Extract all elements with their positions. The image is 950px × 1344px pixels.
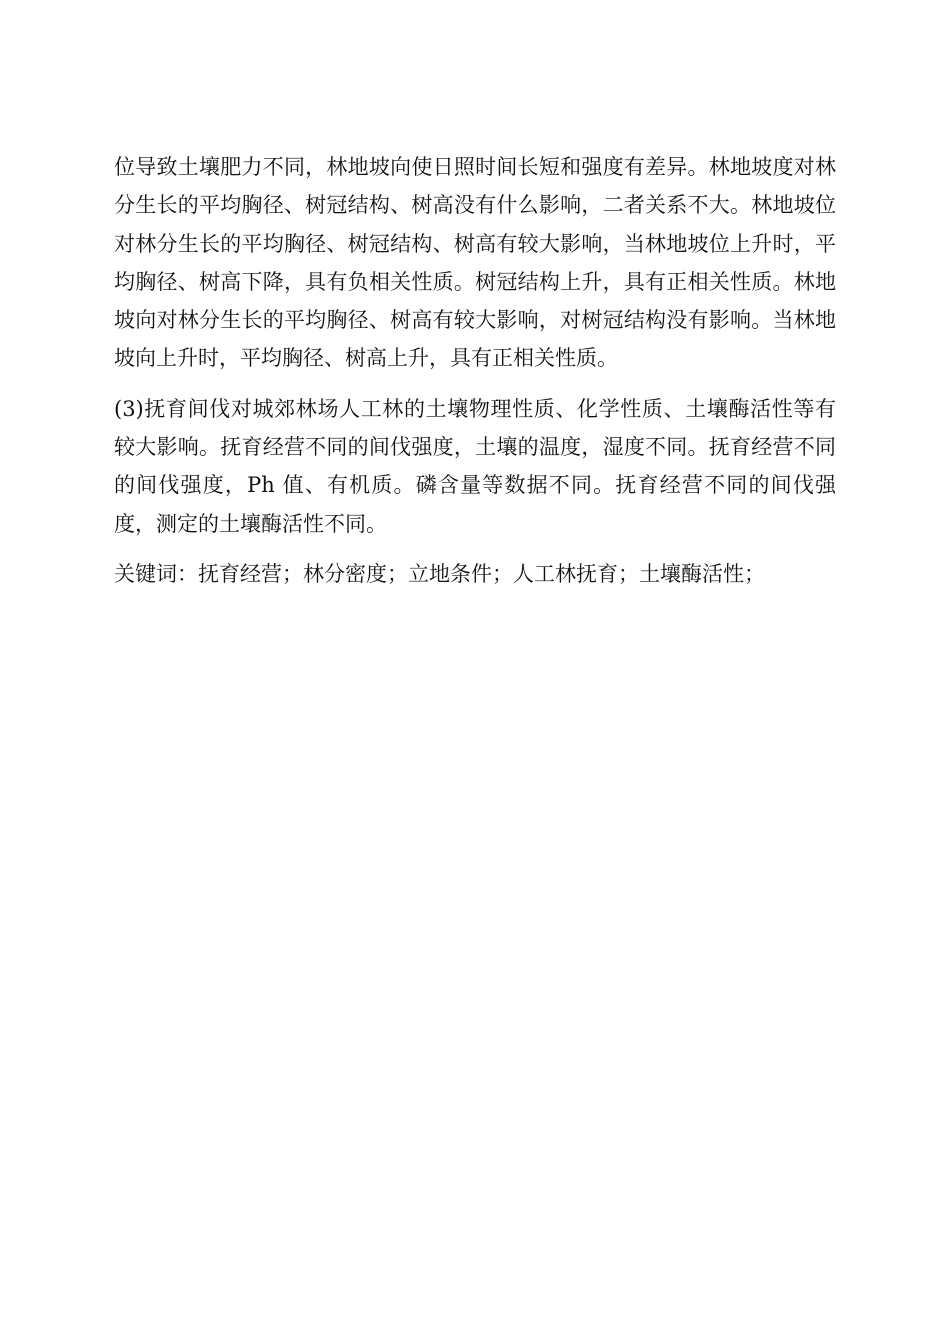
body-paragraph-1: 位导致土壤肥力不同，林地坡向使日照时间长短和强度有差异。林地坡度对林分生长的平均胸径、树冠结构、树高没有什么影响，二者关系不大。林地坡位对林分生长的平均胸径、树冠结构、树高有较大影响，当林地坡位上升时，平均胸径、树高下降，具有负相关性质。树冠结构上升，具有正相关性质。林地坡向对林分生长的平均胸径、树高有较大影响，对树冠结构没有影响。当林地坡向上升时，平均胸径、树高上升，具有正相关性质。: [114, 155, 836, 371]
body-paragraph-2: (3)抚育间伐对城郊林场人工林的土壤物理性质、化学性质、土壤酶活性等有较大影响。抚育经营不同的间伐强度，土壤的温度，湿度不同。抚育经营不同的间伐强度，Ph 值、有机质。磷含量等数据不同。抚育经营不同的间伐强度，测定的土壤酶活性不同。: [114, 396, 836, 536]
document-page: [114, 148, 836, 605]
keywords-line: 关键词：抚育经营；林分密度；立地条件；人工林抚育；土壤酶活性；: [114, 561, 765, 586]
